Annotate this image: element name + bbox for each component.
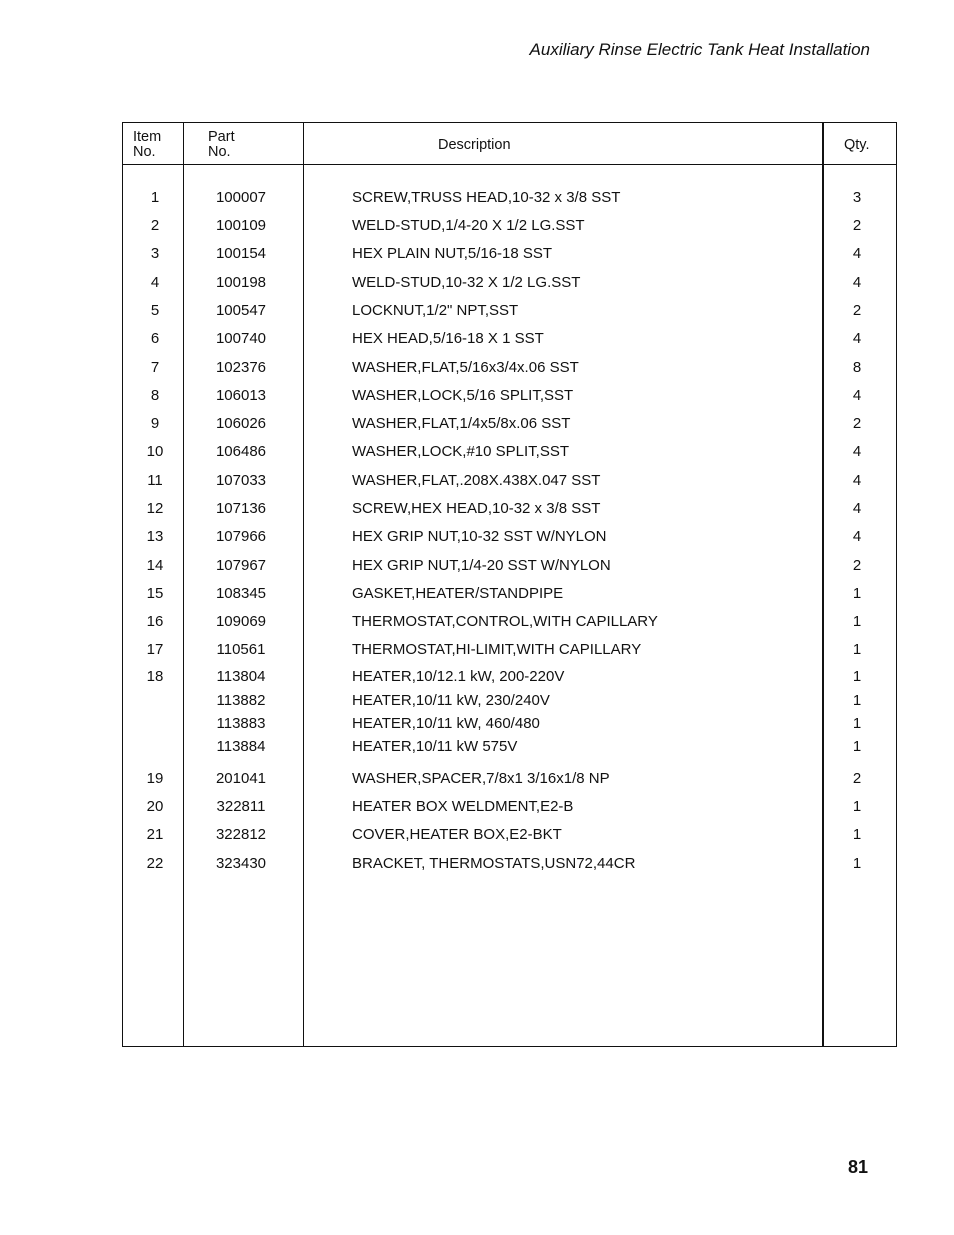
table-row: [123, 387, 896, 405]
item-no-cell: 8: [150, 387, 160, 404]
description-cell: LOCKNUT,1/2" NPT,SST: [352, 302, 519, 319]
item-no-cell: 10: [146, 443, 164, 460]
item-no-cell: 1: [150, 189, 160, 206]
qty-cell: 1: [852, 738, 862, 755]
description-cell: SCREW,HEX HEAD,10-32 x 3/8 SST: [352, 500, 601, 517]
qty-cell: 1: [852, 641, 862, 658]
item-no-cell: 11: [147, 472, 163, 489]
part-no-cell: 100109: [215, 217, 267, 234]
item-no-cell: 21: [146, 826, 164, 843]
description-cell: WASHER,SPACER,7/8x1 3/16x1/8 NP: [352, 770, 610, 787]
qty-cell: 4: [852, 245, 862, 262]
description-cell: HEATER,10/11 kW 575V: [352, 738, 518, 755]
part-no-cell: 109069: [215, 613, 267, 630]
table-row: [123, 641, 896, 659]
qty-cell: 4: [852, 330, 862, 347]
part-no-cell: 100007: [215, 189, 267, 206]
item-no-cell: 9: [150, 415, 160, 432]
description-cell: WASHER,FLAT,5/16x3/4x.06 SST: [352, 359, 579, 376]
table-row: [123, 715, 896, 733]
description-cell: SCREW,TRUSS HEAD,10-32 x 3/8 SST: [352, 189, 621, 206]
item-no-cell: 5: [150, 302, 160, 319]
description-cell: WASHER,FLAT,1/4x5/8x.06 SST: [352, 415, 571, 432]
item-no-cell: 14: [146, 557, 164, 574]
part-no-cell: 110561: [216, 641, 266, 658]
part-no-cell: 113884: [216, 738, 266, 755]
description-cell: COVER,HEATER BOX,E2-BKT: [352, 826, 562, 843]
table-row: [123, 472, 896, 490]
table-row: [123, 302, 896, 320]
part-no-cell: 108345: [215, 585, 267, 602]
description-cell: HEX GRIP NUT,10-32 SST W/NYLON: [352, 528, 607, 545]
item-no-cell: 20: [146, 798, 164, 815]
description-cell: HEATER,10/11 kW, 230/240V: [352, 692, 550, 709]
column-header-part-no: Part No.: [208, 129, 235, 160]
table-row: [123, 855, 896, 873]
column-header-qty: Qty.: [844, 137, 870, 153]
part-no-cell: 106026: [215, 415, 267, 432]
table-row: [123, 798, 896, 816]
item-no-cell: 19: [146, 770, 164, 787]
description-cell: WELD-STUD,1/4-20 X 1/2 LG.SST: [352, 217, 585, 234]
qty-cell: 1: [852, 826, 862, 843]
description-cell: HEX PLAIN NUT,5/16-18 SST: [352, 245, 553, 262]
qty-cell: 8: [852, 359, 862, 376]
table-row: [123, 359, 896, 377]
part-no-cell: 322811: [216, 798, 266, 815]
qty-cell: 2: [852, 302, 862, 319]
table-row: [123, 668, 896, 686]
item-no-cell: 18: [146, 668, 164, 685]
item-no-cell: 3: [150, 245, 160, 262]
part-no-cell: 113882: [216, 692, 266, 709]
page-header-title: Auxiliary Rinse Electric Tank Heat Installation: [529, 40, 870, 59]
description-cell: GASKET,HEATER/STANDPIPE: [352, 585, 564, 602]
item-no-cell: 17: [146, 641, 164, 658]
description-cell: BRACKET, THERMOSTATS,USN72,44CR: [352, 855, 636, 872]
item-no-cell: 4: [150, 274, 160, 291]
description-cell: HEATER,10/11 kW, 460/480: [352, 715, 540, 732]
table-row: [123, 274, 896, 292]
description-cell: HEX GRIP NUT,1/4-20 SST W/NYLON: [352, 557, 611, 574]
part-no-cell: 100198: [215, 274, 267, 291]
table-row: [123, 189, 896, 207]
part-no-cell: 107033: [215, 472, 267, 489]
header-divider: [123, 164, 896, 165]
description-cell: THERMOSTAT,CONTROL,WITH CAPILLARY: [352, 613, 658, 630]
table-row: [123, 585, 896, 603]
description-cell: HEATER,10/12.1 kW, 200-220V: [352, 668, 565, 685]
table-row: [123, 826, 896, 844]
description-cell: HEX HEAD,5/16-18 X 1 SST: [352, 330, 544, 347]
parts-table: [122, 122, 897, 1047]
item-no-cell: 2: [150, 217, 160, 234]
qty-cell: 3: [852, 189, 862, 206]
part-no-cell: 107967: [215, 557, 267, 574]
qty-cell: 4: [852, 472, 862, 489]
table-row: [123, 330, 896, 348]
item-no-cell: 22: [146, 855, 164, 872]
table-row: [123, 738, 896, 756]
description-cell: WASHER,FLAT,.208X.438X.047 SST: [352, 472, 601, 489]
part-no-cell: 100154: [215, 245, 267, 262]
qty-cell: 4: [852, 528, 862, 545]
column-header-item-no: Item No.: [133, 129, 162, 160]
table-row: [123, 500, 896, 518]
item-no-cell: 6: [150, 330, 160, 347]
item-no-cell: 15: [146, 585, 164, 602]
part-no-cell: 323430: [215, 855, 267, 872]
part-no-cell: 100740: [215, 330, 267, 347]
qty-cell: 1: [852, 668, 862, 685]
part-no-cell: 102376: [215, 359, 267, 376]
qty-cell: 4: [852, 274, 862, 291]
part-no-cell: 113804: [216, 668, 266, 685]
qty-cell: 1: [852, 715, 862, 732]
description-cell: HEATER BOX WELDMENT,E2-B: [352, 798, 574, 815]
description-cell: WASHER,LOCK,5/16 SPLIT,SST: [352, 387, 574, 404]
table-row: [123, 613, 896, 631]
page-number: 81: [847, 1157, 868, 1177]
item-no-cell: 7: [150, 359, 160, 376]
part-no-cell: 107136: [215, 500, 267, 517]
part-no-cell: 322812: [215, 826, 267, 843]
table-row: [123, 557, 896, 575]
part-no-cell: 107966: [215, 528, 267, 545]
part-no-cell: 106013: [215, 387, 267, 404]
description-cell: WELD-STUD,10-32 X 1/2 LG.SST: [352, 274, 581, 291]
qty-cell: 1: [852, 692, 862, 709]
table-row: [123, 692, 896, 710]
description-cell: THERMOSTAT,HI-LIMIT,WITH CAPILLARY: [352, 641, 642, 658]
column-header-description: Description: [438, 137, 511, 153]
qty-cell: 4: [852, 387, 862, 404]
part-no-cell: 106486: [215, 443, 267, 460]
qty-cell: 1: [852, 798, 862, 815]
part-no-cell: 201041: [215, 770, 267, 787]
table-row: [123, 245, 896, 263]
table-row: [123, 770, 896, 788]
table-row: [123, 443, 896, 461]
item-no-cell: 13: [146, 528, 164, 545]
qty-cell: 4: [852, 443, 862, 460]
item-no-cell: 16: [146, 613, 164, 630]
part-no-cell: 113883: [216, 715, 266, 732]
table-row: [123, 415, 896, 433]
description-cell: WASHER,LOCK,#10 SPLIT,SST: [352, 443, 570, 460]
table-row: [123, 528, 896, 546]
qty-cell: 2: [852, 557, 862, 574]
qty-cell: 2: [852, 770, 862, 787]
qty-cell: 1: [852, 613, 862, 630]
qty-cell: 1: [852, 855, 862, 872]
table-row: [123, 217, 896, 235]
qty-cell: 2: [852, 217, 862, 234]
part-no-cell: 100547: [215, 302, 267, 319]
item-no-cell: 12: [146, 500, 164, 517]
qty-cell: 2: [852, 415, 862, 432]
qty-cell: 4: [852, 500, 862, 517]
qty-cell: 1: [852, 585, 862, 602]
